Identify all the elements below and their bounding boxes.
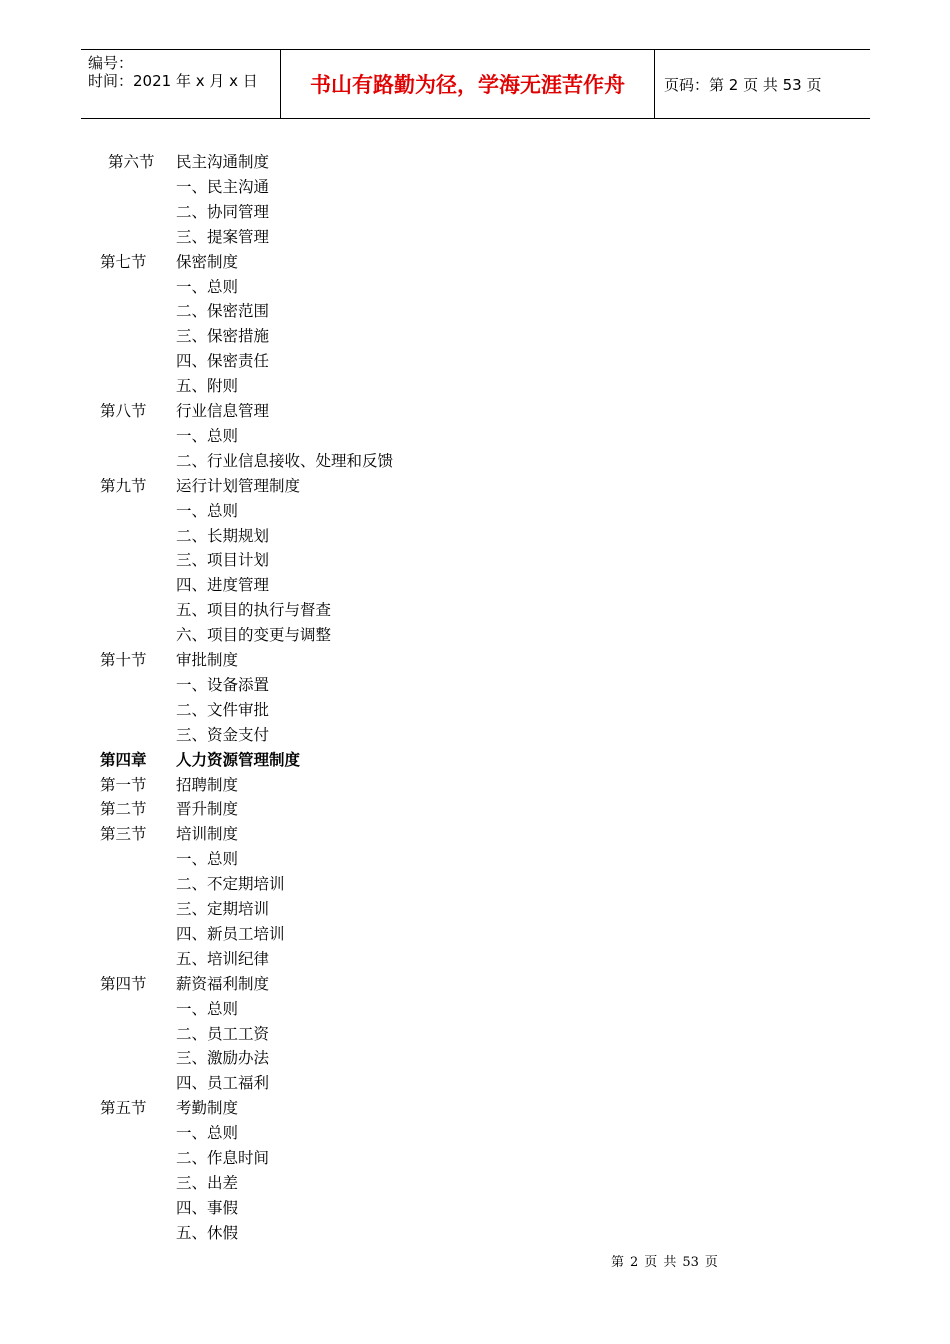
toc-title: 三、出差 [176,1173,239,1192]
toc-title: 五、附则 [176,377,239,396]
toc-number: 第九节 [100,476,147,495]
toc-title: 四、新员工培训 [176,924,285,943]
toc-title: 五、休假 [176,1223,239,1242]
toc-title: 五、培训纪律 [176,949,270,968]
toc-title: 一、民主沟通 [176,177,270,196]
toc-title: 四、进度管理 [176,576,270,595]
toc-title: 五、项目的执行与督查 [176,601,332,620]
toc-title: 三、保密措施 [176,327,270,346]
toc-number: 第五节 [100,1099,147,1118]
toc-title: 保密制度 [176,252,239,271]
toc-title: 二、员工工资 [176,1024,270,1043]
footer-page-number: 2 [630,1255,639,1270]
toc-title: 二、不定期培训 [176,875,285,894]
toc-title: 三、资金支付 [176,725,270,744]
toc-title: 一、设备添置 [176,675,270,694]
toc-number: 第七节 [100,252,147,271]
toc-title: 一、总则 [176,999,239,1018]
toc-title: 行业信息管理 [176,402,270,420]
toc-title: 一、总则 [176,426,239,445]
toc-title: 四、员工福利 [176,1074,270,1093]
header-page-info: 页码：第 2 页 共 53 页 [664,75,822,94]
toc-title: 考勤制度 [176,1099,239,1118]
header-meta [88,54,278,90]
doc-time-label: 时间：2021 年 x 月 x 日 [88,72,258,90]
toc-title: 一、总则 [176,277,239,296]
toc-title: 三、项目计划 [176,551,270,570]
toc-title: 审批制度 [176,651,239,669]
toc-title: 运行计划管理制度 [176,476,301,495]
toc-title: 培训制度 [176,825,239,844]
toc-title: 二、长期规划 [176,526,270,545]
toc-title: 一、总则 [176,501,239,520]
toc-title: 三、定期培训 [176,900,270,918]
toc-number: 第四章 [100,749,147,769]
toc-title: 民主沟通制度 [176,153,270,171]
toc-title: 招聘制度 [176,775,239,794]
toc-title: 人力资源管理制度 [176,749,301,769]
toc-number: 第六节 [108,153,155,171]
toc-title: 四、保密责任 [176,352,270,371]
toc-number: 第一节 [100,775,147,794]
footer-total-pages: 53 [682,1255,699,1270]
header-motto: 书山有路勤为径，学海无涯苦作舟 [310,73,625,97]
doc-number-label: 编号： [88,54,134,72]
footer-text: 共 [663,1255,677,1270]
header-divider [654,50,655,118]
toc-number: 第二节 [100,800,147,819]
footer-text: 第 [611,1255,625,1270]
toc-title: 一、总则 [176,1124,239,1143]
toc-title: 二、文件审批 [176,700,270,719]
footer-text: 页 [704,1255,718,1270]
toc-title: 二、作息时间 [176,1149,270,1167]
toc-title: 薪资福利制度 [176,974,270,993]
toc-title: 晋升制度 [176,800,239,819]
toc-title: 四、事假 [176,1198,239,1217]
toc-number: 第十节 [100,651,147,669]
toc-title: 三、提案管理 [176,227,270,246]
toc-number: 第四节 [100,974,147,993]
page-footer [608,1254,721,1272]
toc-number: 第八节 [100,402,147,420]
footer-text: 页 [644,1255,658,1270]
toc-title: 二、行业信息接收、处理和反馈 [176,451,394,470]
toc-title: 三、激励办法 [176,1049,270,1068]
toc-title: 二、协同管理 [176,202,270,221]
page-header [81,49,870,119]
toc-title: 一、总则 [176,850,239,869]
toc-title: 二、保密范围 [176,302,270,321]
toc-number: 第三节 [100,825,147,844]
toc-title: 六、项目的变更与调整 [176,626,332,645]
